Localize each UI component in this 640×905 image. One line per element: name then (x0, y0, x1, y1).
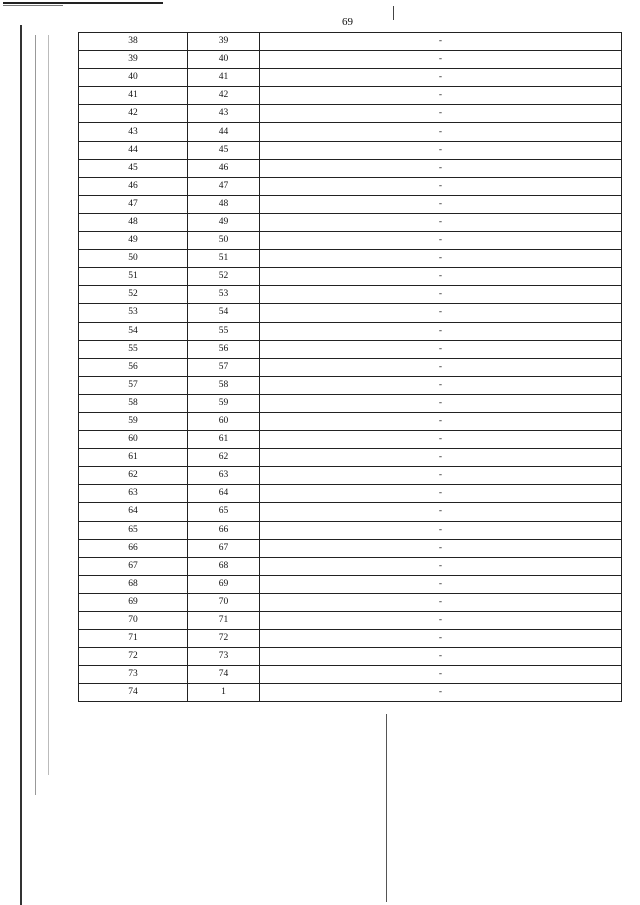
table-row (79, 467, 622, 485)
cell-to: 66 (188, 521, 260, 539)
cell-from: 72 (79, 648, 188, 666)
cell-value: - (260, 159, 622, 177)
table-row (79, 232, 622, 250)
data-table (78, 32, 622, 702)
cell-to: 60 (188, 412, 260, 430)
cell-value: - (260, 141, 622, 159)
table-row (79, 412, 622, 430)
cell-value: - (260, 394, 622, 412)
margin-line-faint (48, 35, 49, 775)
cell-to: 40 (188, 51, 260, 69)
table-row (79, 575, 622, 593)
table-row (79, 87, 622, 105)
cell-value: - (260, 250, 622, 268)
cell-to: 70 (188, 593, 260, 611)
table-row (79, 666, 622, 684)
cell-value: - (260, 286, 622, 304)
cell-value: - (260, 648, 622, 666)
cell-from: 73 (79, 666, 188, 684)
table-row (79, 503, 622, 521)
table-body (79, 33, 622, 702)
cell-from: 44 (79, 141, 188, 159)
cell-to: 62 (188, 449, 260, 467)
table-row (79, 340, 622, 358)
cell-from: 49 (79, 232, 188, 250)
cell-from: 56 (79, 358, 188, 376)
cell-value: - (260, 593, 622, 611)
table-row (79, 593, 622, 611)
table-row (79, 485, 622, 503)
cell-to: 56 (188, 340, 260, 358)
table-row (79, 33, 622, 51)
cell-value: - (260, 666, 622, 684)
cell-from: 58 (79, 394, 188, 412)
cell-to: 1 (188, 684, 260, 702)
cell-to: 46 (188, 159, 260, 177)
cell-value: - (260, 51, 622, 69)
table-row (79, 69, 622, 87)
table-row (79, 521, 622, 539)
cell-value: - (260, 684, 622, 702)
cell-to: 57 (188, 358, 260, 376)
table-row (79, 141, 622, 159)
table-row (79, 376, 622, 394)
cell-from: 50 (79, 250, 188, 268)
cell-value: - (260, 539, 622, 557)
cell-value: - (260, 105, 622, 123)
cell-from: 64 (79, 503, 188, 521)
top-rule-thin (3, 5, 63, 6)
table-row (79, 394, 622, 412)
cell-value: - (260, 503, 622, 521)
cell-to: 47 (188, 177, 260, 195)
cell-value: - (260, 412, 622, 430)
table-row (79, 648, 622, 666)
cell-from: 66 (79, 539, 188, 557)
cell-from: 51 (79, 268, 188, 286)
cell-value: - (260, 177, 622, 195)
cell-to: 52 (188, 268, 260, 286)
cell-from: 46 (79, 177, 188, 195)
cell-value: - (260, 521, 622, 539)
table-row (79, 177, 622, 195)
cell-value: - (260, 358, 622, 376)
cell-from: 71 (79, 630, 188, 648)
cell-to: 73 (188, 648, 260, 666)
cell-to: 48 (188, 195, 260, 213)
cell-from: 38 (79, 33, 188, 51)
cell-from: 41 (79, 87, 188, 105)
page-number: 69 (342, 16, 353, 28)
cell-from: 54 (79, 322, 188, 340)
cell-value: - (260, 557, 622, 575)
cell-from: 63 (79, 485, 188, 503)
cell-value: - (260, 340, 622, 358)
cell-to: 72 (188, 630, 260, 648)
table-row (79, 539, 622, 557)
cell-value: - (260, 630, 622, 648)
cell-from: 74 (79, 684, 188, 702)
cell-from: 65 (79, 521, 188, 539)
table-row (79, 105, 622, 123)
cell-value: - (260, 268, 622, 286)
table-row (79, 51, 622, 69)
cell-value: - (260, 213, 622, 231)
cell-to: 43 (188, 105, 260, 123)
cell-value: - (260, 485, 622, 503)
cell-value: - (260, 195, 622, 213)
fold-line (386, 714, 387, 902)
cell-from: 42 (79, 105, 188, 123)
cell-value: - (260, 449, 622, 467)
table-row (79, 213, 622, 231)
cell-to: 67 (188, 539, 260, 557)
cell-from: 40 (79, 69, 188, 87)
cell-to: 61 (188, 431, 260, 449)
cell-value: - (260, 322, 622, 340)
cell-from: 45 (79, 159, 188, 177)
cell-to: 50 (188, 232, 260, 250)
table-row (79, 431, 622, 449)
cell-from: 60 (79, 431, 188, 449)
table-row (79, 123, 622, 141)
scan-mark (393, 6, 394, 20)
margin-line (35, 35, 36, 795)
table-row (79, 557, 622, 575)
cell-value: - (260, 232, 622, 250)
cell-value: - (260, 123, 622, 141)
cell-to: 53 (188, 286, 260, 304)
cell-to: 39 (188, 33, 260, 51)
cell-from: 62 (79, 467, 188, 485)
cell-to: 71 (188, 612, 260, 630)
cell-from: 47 (79, 195, 188, 213)
cell-from: 55 (79, 340, 188, 358)
cell-value: - (260, 376, 622, 394)
cell-to: 59 (188, 394, 260, 412)
cell-to: 44 (188, 123, 260, 141)
cell-from: 61 (79, 449, 188, 467)
cell-value: - (260, 575, 622, 593)
cell-to: 42 (188, 87, 260, 105)
table-row (79, 322, 622, 340)
cell-to: 65 (188, 503, 260, 521)
cell-to: 58 (188, 376, 260, 394)
cell-from: 39 (79, 51, 188, 69)
cell-from: 68 (79, 575, 188, 593)
cell-value: - (260, 431, 622, 449)
cell-to: 55 (188, 322, 260, 340)
cell-to: 64 (188, 485, 260, 503)
table-row (79, 195, 622, 213)
table-row (79, 286, 622, 304)
cell-to: 54 (188, 304, 260, 322)
cell-value: - (260, 612, 622, 630)
cell-to: 69 (188, 575, 260, 593)
cell-from: 59 (79, 412, 188, 430)
cell-from: 53 (79, 304, 188, 322)
cell-to: 63 (188, 467, 260, 485)
table-row (79, 358, 622, 376)
cell-value: - (260, 87, 622, 105)
table-row (79, 268, 622, 286)
table-row (79, 250, 622, 268)
cell-to: 41 (188, 69, 260, 87)
cell-from: 67 (79, 557, 188, 575)
cell-from: 69 (79, 593, 188, 611)
cell-from: 48 (79, 213, 188, 231)
cell-to: 68 (188, 557, 260, 575)
cell-from: 52 (79, 286, 188, 304)
cell-value: - (260, 304, 622, 322)
table-row (79, 159, 622, 177)
table-row (79, 449, 622, 467)
cell-to: 49 (188, 213, 260, 231)
cell-value: - (260, 33, 622, 51)
top-rule (3, 2, 163, 4)
cell-from: 57 (79, 376, 188, 394)
cell-value: - (260, 69, 622, 87)
cell-to: 45 (188, 141, 260, 159)
table-row (79, 630, 622, 648)
cell-from: 43 (79, 123, 188, 141)
table-row (79, 684, 622, 702)
table-row (79, 304, 622, 322)
binding-edge-line (20, 25, 22, 905)
cell-to: 74 (188, 666, 260, 684)
table-row (79, 612, 622, 630)
cell-value: - (260, 467, 622, 485)
cell-to: 51 (188, 250, 260, 268)
cell-from: 70 (79, 612, 188, 630)
